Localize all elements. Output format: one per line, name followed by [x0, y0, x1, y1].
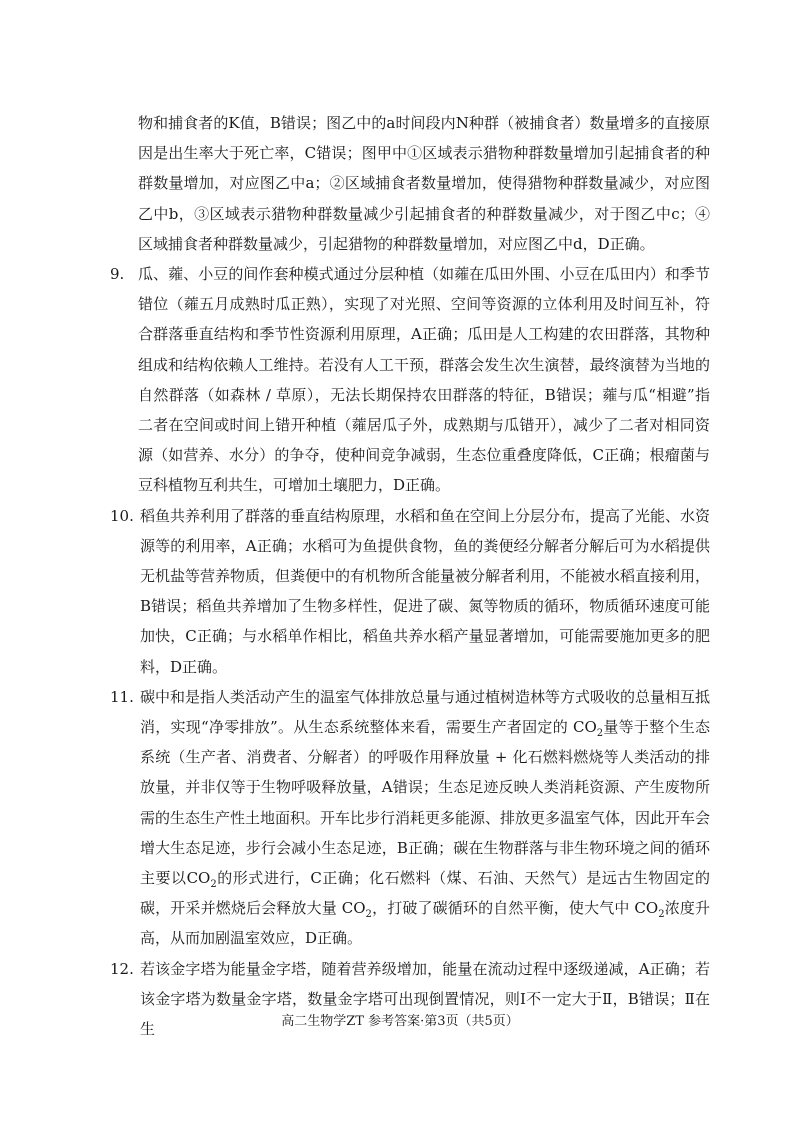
paragraph-q8-continued: 物和捕食者的K值，B错误；图乙中的a时间段内N种群（被捕食者）数量增多的直接原因是出生率大于死亡率，C错误；图甲中①区域表示猎物种群数量增加引起捕食者的种群数量增加，对应图乙中a；②区域捕食者数量增加，使得猎物种群数量减少，对应图乙中b，③区域表示猎物种群数量减少引起捕食者的种群数量减少，对于图乙中c；④区域捕食者种群数量减少，引起猎物的种群数量增加，对应图乙中d，D正确。 — [138, 114, 710, 253]
answer-item-10 — [110, 501, 710, 682]
subscript-2: 2 — [365, 909, 372, 921]
subscript-2: 2 — [658, 909, 665, 921]
item-number-12: 12. — [110, 959, 134, 978]
answer-text-9: 瓜、蕹、小豆的间作套种模式通过分层种植（如蕹在瓜田外围、小豆在瓜田内）和季节错位（蕹五月成熟时瓜正熟），实现了对光照、空间等资源的立体利用及时间互补，符合群落垂直结构和季节性资源利用原理，A正确；瓜田是人工构建的农田群落，其物种组成和结构依赖人工维持。若没有人工干预，群落会发生次生演替，最终演替为当地的自然群落（如森林 / 草原），无法长期保持农田群落的特征，B错误；蕹与瓜“相避”指二者在空间或时间上错开种植（蕹居瓜子外，成熟期与瓜错开），减少了二者对相同资源（如营养、水分）的争夺，使种间竞争减弱，生态位重叠度降低，C正确；根瘤菌与豆科植物互利共生，可增加土壤肥力，D正确。 — [138, 265, 710, 495]
page-footer: 高二生物学ZT 参考答案·第3页（共5页） — [281, 1014, 519, 1029]
answer-text-11-d: ，打破了碳循环的自然平衡，使大气中 CO — [371, 899, 659, 918]
subscript-2: 2 — [596, 728, 604, 740]
item-number-9: 9. — [110, 265, 125, 284]
answer-content — [110, 108, 710, 1044]
answer-text-11-b: 量等于整个生态系统（生产者、消费者、分解者）的呼吸作用释放量 + 化石燃料燃烧等人类活动的排放量，并非仅等于生物呼吸释放量，A错误；生态足迹反映人类消耗资源、产生废物所需的生态生产性土地面积。开车比步行消耗更多能源、排放更多温室气体，因此开车会增大生态足迹，步行会减小生态足迹，B正确；碳在生物群落与非生物环境之间的循环主要以CO — [140, 718, 711, 888]
answer-item-11 — [110, 682, 710, 954]
answer-item-9 — [110, 259, 710, 501]
subscript-2: 2 — [210, 879, 217, 891]
item-number-10: 10. — [110, 506, 134, 525]
answer-text-10: 稻鱼共养利用了群落的垂直结构原理，水稻和鱼在空间上分层分布，提高了光能、水资源等的利用率，A正确；水稻可为鱼提供食物，鱼的粪便经分解者分解后可为水稻提供无机盐等营养物质，但粪便中的有机物所含能量被分解者利用，不能被水稻直接利用，B错误；稻鱼共养增加了生物多样性，促进了碳、氮等物质的循环，物质循环速度可能加快，C正确；与水稻单作相比，稻鱼共养水稻产量显著增加，可能需要施加更多的肥料，D正确。 — [140, 506, 711, 676]
answer-text-12: 若该金字塔为能量金字塔，随着营养级增加，能量在流动过程中逐级递减，A正确；若该金字塔为数量金字塔，数量金字塔可出现倒置情况，则Ⅰ不一定大于Ⅱ，B错误；Ⅱ在生 — [140, 959, 710, 1039]
answer-text-11-c: 的形式进行，C正确；化石燃料（煤、石油、天然气）是远古生物固定的碳，开采并燃烧后会释放大量 CO — [140, 869, 711, 918]
item-number-11: 11. — [110, 687, 134, 706]
answer-text-11-a: 碳中和是指人类活动产生的温室气体排放总量与通过植树造林等方式吸收的总量相互抵消，实现“净零排放”。从生态系统整体来看，需要生产者固定的 CO — [140, 687, 711, 737]
answer-text-11-e: 浓度升高，从而加剧温室效应，D正确。 — [140, 899, 710, 948]
